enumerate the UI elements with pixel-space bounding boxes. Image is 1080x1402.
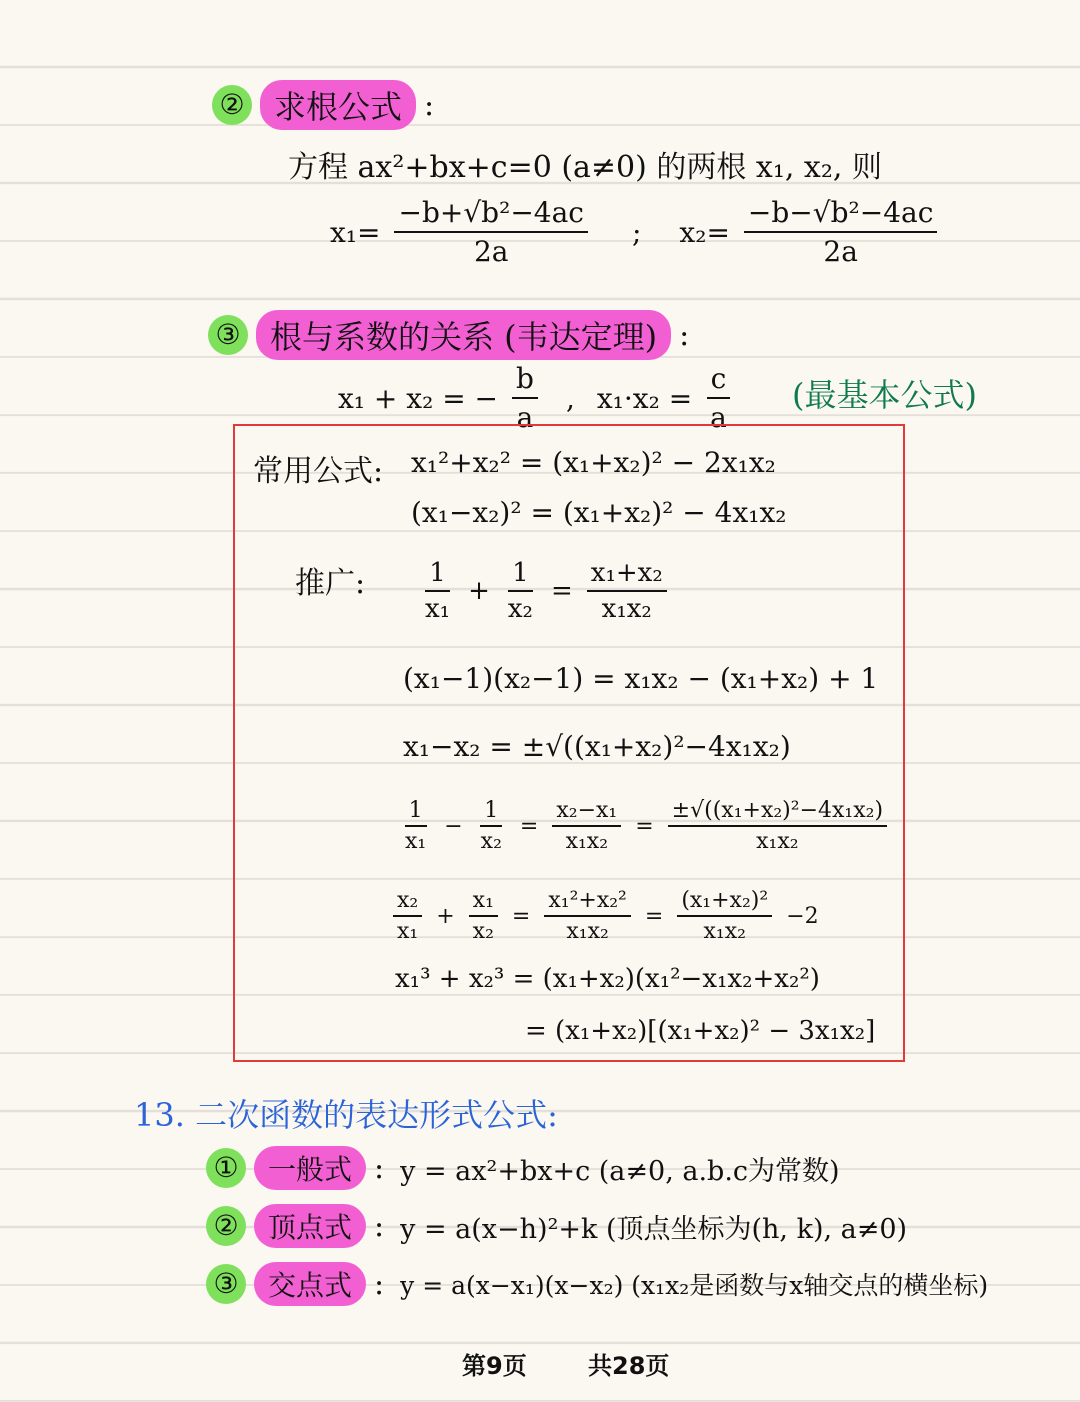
numerator: x₁+x₂ bbox=[587, 558, 667, 592]
numerator: 1 bbox=[405, 798, 427, 827]
section-3-title: 根与系数的关系 (韦达定理) bbox=[256, 310, 671, 360]
vieta-comma: , bbox=[565, 381, 575, 415]
numerator: 1 bbox=[480, 798, 502, 827]
denominator: x₁ bbox=[425, 594, 451, 624]
numerator: x₁ bbox=[469, 888, 498, 917]
x2-fraction bbox=[744, 196, 938, 268]
plus-sign: + bbox=[468, 576, 490, 606]
common-formulas-box bbox=[233, 424, 905, 1062]
x1-fraction bbox=[394, 196, 588, 268]
frac-x2-over-x1 bbox=[393, 888, 422, 944]
vieta-product-denominator: a bbox=[710, 401, 727, 434]
plus-sign: + bbox=[436, 903, 455, 929]
formula-sum-of-cubes-expanded: = (x₁+x₂)[(x₁+x₂)² − 3x₁x₂] bbox=[525, 1016, 876, 1046]
common-formulas-label: 常用公式: bbox=[253, 454, 384, 489]
denominator: x₂ bbox=[507, 594, 533, 624]
formula-sum-of-cubes: x₁³ + x₂³ = (x₁+x₂)(x₁²−x₁x₂+x₂²) bbox=[395, 964, 820, 994]
equals-sign: = bbox=[635, 813, 654, 839]
form-intercept-label: 交点式 bbox=[254, 1262, 366, 1306]
frac-x1-over-x2 bbox=[469, 888, 498, 944]
section-2-title: 求根公式 bbox=[260, 80, 416, 130]
denominator: x₂ bbox=[480, 829, 502, 854]
denominator: x₁x₂ bbox=[756, 829, 799, 854]
frac-squares-over-product bbox=[544, 888, 631, 944]
frac-sum-squared-over-product bbox=[677, 888, 772, 944]
form-vertex-text: y = a(x−h)²+k (顶点坐标为(h, k), a≠0) bbox=[400, 1213, 908, 1245]
vieta-sum-left: x₁ + x₂ = − bbox=[338, 381, 499, 415]
x2-denominator: 2a bbox=[823, 235, 858, 268]
minus-two: −2 bbox=[786, 903, 819, 929]
frac-root-over-product bbox=[668, 798, 887, 854]
form-general-colon: : bbox=[374, 1150, 385, 1186]
section-2-colon: : bbox=[424, 87, 435, 123]
numerator: x₁²+x₂² bbox=[544, 888, 631, 917]
numerator: x₂−x₁ bbox=[552, 798, 621, 827]
denominator: x₁ bbox=[397, 919, 419, 944]
formula-reciprocal-sum bbox=[415, 558, 673, 624]
vieta-product-left: x₁·x₂ = bbox=[596, 381, 693, 415]
x2-label: x₂= bbox=[679, 215, 730, 249]
form-intercept-colon: : bbox=[374, 1266, 385, 1302]
denominator: x₁x₂ bbox=[601, 594, 652, 624]
formula-separator: ; bbox=[631, 215, 642, 249]
section-2-badge: ② bbox=[212, 85, 252, 125]
x1-denominator: 2a bbox=[473, 235, 509, 268]
minus-sign: − bbox=[444, 813, 463, 839]
denominator: x₁x₂ bbox=[566, 919, 609, 944]
frac-1-over-x1 bbox=[421, 558, 454, 624]
vieta-sum-denominator: a bbox=[516, 401, 534, 434]
denominator: x₁x₂ bbox=[565, 829, 609, 854]
vieta-sum-numerator: b bbox=[512, 362, 538, 399]
numerator: x₂ bbox=[393, 888, 422, 917]
equals-sign: = bbox=[511, 903, 531, 929]
form-general-badge: ① bbox=[206, 1148, 246, 1188]
formula-square-of-difference: (x₁−x₂)² = (x₁+x₂)² − 4x₁x₂ bbox=[411, 496, 787, 529]
equals-sign: = bbox=[644, 903, 664, 929]
denominator: x₁x₂ bbox=[703, 919, 746, 944]
form-vertex-label: 顶点式 bbox=[254, 1204, 366, 1248]
x1-label: x₁= bbox=[330, 215, 381, 249]
numerator: 1 bbox=[508, 558, 533, 592]
section-3-badge: ③ bbox=[208, 315, 248, 355]
frac-1-over-x1 bbox=[401, 798, 430, 854]
vieta-product-numerator: c bbox=[707, 362, 731, 399]
formula-reciprocal-difference bbox=[395, 798, 893, 854]
numerator: ±√((x₁+x₂)²−4x₁x₂) bbox=[668, 798, 887, 827]
basic-formula-note: (最基本公式) bbox=[792, 376, 977, 414]
frac-1-over-x2 bbox=[504, 558, 537, 624]
x1-numerator: −b+√b²−4ac bbox=[394, 196, 588, 233]
formula-shifted-product: (x₁−1)(x₂−1) = x₁x₂ − (x₁+x₂) + 1 bbox=[403, 662, 879, 695]
total-pages: 共28页 bbox=[588, 1352, 670, 1380]
denominator: x₁ bbox=[405, 829, 427, 854]
section-2-statement: 方程 ax²+bx+c=0 (a≠0) 的两根 x₁, x₂, 则 bbox=[288, 150, 882, 185]
denominator: x₂ bbox=[472, 919, 494, 944]
section-13-title: 13. 二次函数的表达形式公式: bbox=[134, 1096, 558, 1134]
formula-ratio-sum bbox=[387, 888, 819, 944]
formula-root-difference: x₁−x₂ = ±√((x₁+x₂)²−4x₁x₂) bbox=[403, 730, 791, 763]
form-general bbox=[206, 1146, 840, 1190]
section-3-heading bbox=[208, 310, 689, 360]
form-general-text: y = ax²+bx+c (a≠0, a.b.c为常数) bbox=[400, 1155, 840, 1187]
equals-sign: = bbox=[550, 576, 573, 606]
form-vertex bbox=[206, 1204, 907, 1248]
form-intercept bbox=[206, 1262, 988, 1306]
section-2-heading bbox=[212, 80, 434, 130]
frac-sum-over-product bbox=[587, 558, 667, 624]
extension-label: 推广: bbox=[295, 566, 366, 601]
section-3-colon: : bbox=[679, 317, 690, 353]
root-formulas bbox=[330, 196, 943, 268]
form-vertex-colon: : bbox=[374, 1208, 385, 1244]
formula-sum-of-squares: x₁²+x₂² = (x₁+x₂)² − 2x₁x₂ bbox=[411, 446, 776, 479]
frac-1-over-x2 bbox=[477, 798, 506, 854]
equals-sign: = bbox=[519, 813, 539, 839]
page-number: 第9页 bbox=[462, 1352, 527, 1380]
numerator: (x₁+x₂)² bbox=[677, 888, 772, 917]
form-intercept-badge: ③ bbox=[206, 1264, 246, 1304]
form-intercept-text: y = a(x−x₁)(x−x₂) (x₁x₂是函数与x轴交点的横坐标) bbox=[400, 1271, 989, 1300]
form-general-label: 一般式 bbox=[254, 1146, 366, 1190]
numerator: 1 bbox=[425, 558, 450, 592]
frac-difference-over-product bbox=[552, 798, 621, 854]
form-vertex-badge: ② bbox=[206, 1206, 246, 1246]
x2-numerator: −b−√b²−4ac bbox=[744, 196, 938, 233]
